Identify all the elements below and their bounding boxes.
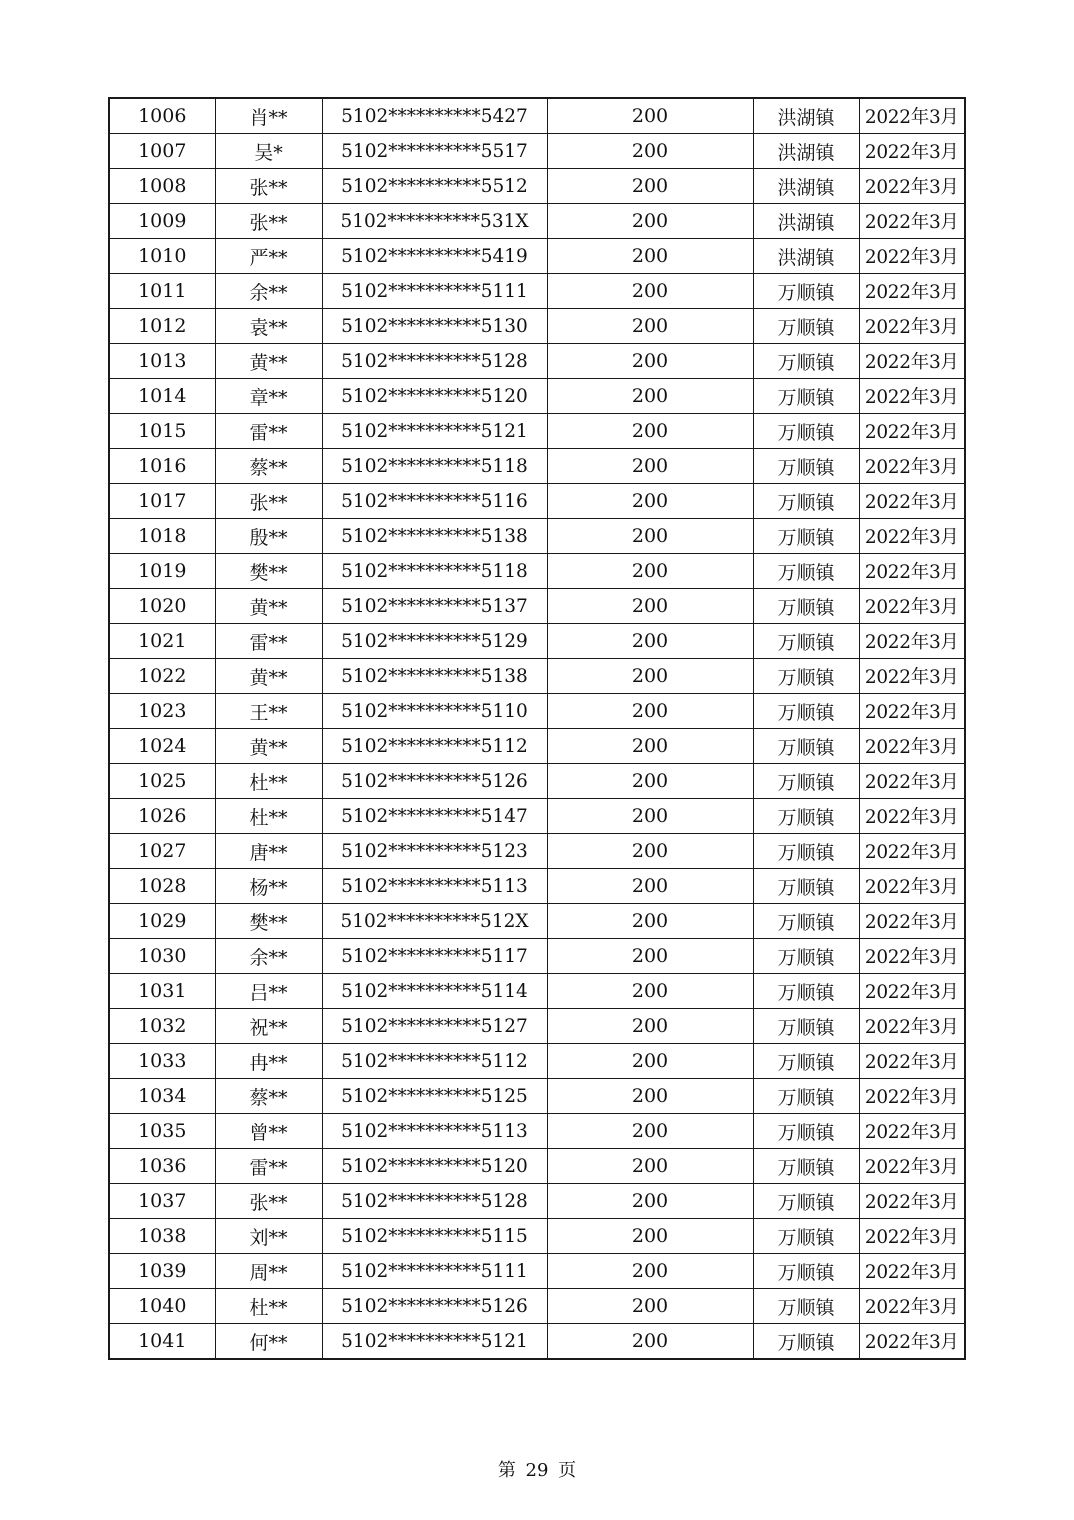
name-cell: 刘** (215, 1219, 322, 1254)
town-cell: 万顺镇 (753, 799, 859, 834)
serial-number-cell: 1027 (109, 834, 215, 869)
town-cell: 洪湖镇 (753, 169, 859, 204)
date-cell: 2022年3月 (859, 309, 965, 344)
id-number-cell: 5102**********5427 (322, 98, 547, 134)
serial-number-cell: 1013 (109, 344, 215, 379)
amount-cell: 200 (547, 134, 753, 169)
amount-cell: 200 (547, 729, 753, 764)
table-row (109, 344, 965, 379)
table-row (109, 1114, 965, 1149)
name-cell: 章** (215, 379, 322, 414)
table-row (109, 309, 965, 344)
amount-cell: 200 (547, 204, 753, 239)
table-row (109, 239, 965, 274)
town-cell: 洪湖镇 (753, 134, 859, 169)
id-number-cell: 5102**********5419 (322, 239, 547, 274)
serial-number-cell: 1019 (109, 554, 215, 589)
serial-number-cell: 1011 (109, 274, 215, 309)
serial-number-cell: 1041 (109, 1324, 215, 1360)
table-row (109, 274, 965, 309)
serial-number-cell: 1017 (109, 484, 215, 519)
town-cell: 万顺镇 (753, 694, 859, 729)
amount-cell: 200 (547, 694, 753, 729)
amount-cell: 200 (547, 554, 753, 589)
amount-cell: 200 (547, 1289, 753, 1324)
serial-number-cell: 1034 (109, 1079, 215, 1114)
date-cell: 2022年3月 (859, 344, 965, 379)
date-cell: 2022年3月 (859, 694, 965, 729)
serial-number-cell: 1008 (109, 169, 215, 204)
name-cell: 殷** (215, 519, 322, 554)
serial-number-cell: 1018 (109, 519, 215, 554)
table-row (109, 764, 965, 799)
table-row (109, 939, 965, 974)
amount-cell: 200 (547, 939, 753, 974)
serial-number-cell: 1040 (109, 1289, 215, 1324)
serial-number-cell: 1032 (109, 1009, 215, 1044)
town-cell: 万顺镇 (753, 449, 859, 484)
town-cell: 万顺镇 (753, 414, 859, 449)
town-cell: 洪湖镇 (753, 98, 859, 134)
amount-cell: 200 (547, 519, 753, 554)
amount-cell: 200 (547, 1324, 753, 1360)
name-cell: 杜** (215, 764, 322, 799)
date-cell: 2022年3月 (859, 98, 965, 134)
id-number-cell: 5102**********5111 (322, 1254, 547, 1289)
page-number: 第 29 页 (497, 1460, 577, 1481)
town-cell: 万顺镇 (753, 974, 859, 1009)
id-number-cell: 5102**********5118 (322, 554, 547, 589)
date-cell: 2022年3月 (859, 1289, 965, 1324)
amount-cell: 200 (547, 799, 753, 834)
town-cell: 万顺镇 (753, 1254, 859, 1289)
table-row (109, 869, 965, 904)
name-cell: 吴* (215, 134, 322, 169)
table-row (109, 379, 965, 414)
date-cell: 2022年3月 (859, 169, 965, 204)
id-number-cell: 5102**********5112 (322, 729, 547, 764)
date-cell: 2022年3月 (859, 239, 965, 274)
name-cell: 袁** (215, 309, 322, 344)
amount-cell: 200 (547, 379, 753, 414)
name-cell: 严** (215, 239, 322, 274)
id-number-cell: 5102**********5517 (322, 134, 547, 169)
town-cell: 万顺镇 (753, 834, 859, 869)
table-row (109, 1044, 965, 1079)
table-row (109, 729, 965, 764)
name-cell: 张** (215, 204, 322, 239)
amount-cell: 200 (547, 1079, 753, 1114)
name-cell: 杨** (215, 869, 322, 904)
id-number-cell: 5102**********5512 (322, 169, 547, 204)
date-cell: 2022年3月 (859, 1079, 965, 1114)
amount-cell: 200 (547, 1184, 753, 1219)
name-cell: 樊** (215, 904, 322, 939)
date-cell: 2022年3月 (859, 274, 965, 309)
amount-cell: 200 (547, 1114, 753, 1149)
recipient-table-body (109, 98, 965, 1359)
table-row (109, 169, 965, 204)
table-row (109, 414, 965, 449)
id-number-cell: 5102**********512X (322, 904, 547, 939)
date-cell: 2022年3月 (859, 1044, 965, 1079)
serial-number-cell: 1025 (109, 764, 215, 799)
id-number-cell: 5102**********5112 (322, 1044, 547, 1079)
table-row (109, 694, 965, 729)
table-row (109, 1219, 965, 1254)
id-number-cell: 5102**********5113 (322, 869, 547, 904)
name-cell: 唐** (215, 834, 322, 869)
table-row (109, 799, 965, 834)
town-cell: 万顺镇 (753, 624, 859, 659)
date-cell: 2022年3月 (859, 834, 965, 869)
date-cell: 2022年3月 (859, 869, 965, 904)
town-cell: 洪湖镇 (753, 239, 859, 274)
amount-cell: 200 (547, 764, 753, 799)
town-cell: 万顺镇 (753, 379, 859, 414)
serial-number-cell: 1007 (109, 134, 215, 169)
town-cell: 万顺镇 (753, 1324, 859, 1360)
town-cell: 万顺镇 (753, 589, 859, 624)
town-cell: 洪湖镇 (753, 204, 859, 239)
date-cell: 2022年3月 (859, 449, 965, 484)
date-cell: 2022年3月 (859, 799, 965, 834)
name-cell: 雷** (215, 624, 322, 659)
id-number-cell: 5102**********5110 (322, 694, 547, 729)
table-row (109, 904, 965, 939)
town-cell: 万顺镇 (753, 344, 859, 379)
serial-number-cell: 1020 (109, 589, 215, 624)
date-cell: 2022年3月 (859, 204, 965, 239)
table-row (109, 589, 965, 624)
amount-cell: 200 (547, 659, 753, 694)
id-number-cell: 5102**********5129 (322, 624, 547, 659)
town-cell: 万顺镇 (753, 764, 859, 799)
amount-cell: 200 (547, 1009, 753, 1044)
town-cell: 万顺镇 (753, 484, 859, 519)
id-number-cell: 5102**********5120 (322, 1149, 547, 1184)
amount-cell: 200 (547, 344, 753, 379)
town-cell: 万顺镇 (753, 1114, 859, 1149)
amount-cell: 200 (547, 169, 753, 204)
amount-cell: 200 (547, 904, 753, 939)
table-row (109, 1184, 965, 1219)
serial-number-cell: 1031 (109, 974, 215, 1009)
town-cell: 万顺镇 (753, 1184, 859, 1219)
town-cell: 万顺镇 (753, 519, 859, 554)
serial-number-cell: 1006 (109, 98, 215, 134)
id-number-cell: 5102**********5147 (322, 799, 547, 834)
amount-cell: 200 (547, 834, 753, 869)
date-cell: 2022年3月 (859, 554, 965, 589)
table-row (109, 974, 965, 1009)
date-cell: 2022年3月 (859, 379, 965, 414)
id-number-cell: 5102**********5126 (322, 1289, 547, 1324)
serial-number-cell: 1036 (109, 1149, 215, 1184)
amount-cell: 200 (547, 1044, 753, 1079)
town-cell: 万顺镇 (753, 274, 859, 309)
id-number-cell: 5102**********5138 (322, 659, 547, 694)
serial-number-cell: 1021 (109, 624, 215, 659)
date-cell: 2022年3月 (859, 974, 965, 1009)
table-row (109, 1149, 965, 1184)
town-cell: 万顺镇 (753, 659, 859, 694)
name-cell: 吕** (215, 974, 322, 1009)
id-number-cell: 5102**********5121 (322, 1324, 547, 1360)
serial-number-cell: 1028 (109, 869, 215, 904)
amount-cell: 200 (547, 484, 753, 519)
serial-number-cell: 1033 (109, 1044, 215, 1079)
name-cell: 余** (215, 274, 322, 309)
table-row (109, 624, 965, 659)
serial-number-cell: 1012 (109, 309, 215, 344)
serial-number-cell: 1026 (109, 799, 215, 834)
serial-number-cell: 1039 (109, 1254, 215, 1289)
id-number-cell: 5102**********5113 (322, 1114, 547, 1149)
id-number-cell: 5102**********531X (322, 204, 547, 239)
date-cell: 2022年3月 (859, 484, 965, 519)
amount-cell: 200 (547, 1219, 753, 1254)
serial-number-cell: 1010 (109, 239, 215, 274)
amount-cell: 200 (547, 239, 753, 274)
amount-cell: 200 (547, 1254, 753, 1289)
town-cell: 万顺镇 (753, 1219, 859, 1254)
id-number-cell: 5102**********5127 (322, 1009, 547, 1044)
name-cell: 何** (215, 1324, 322, 1360)
serial-number-cell: 1029 (109, 904, 215, 939)
town-cell: 万顺镇 (753, 1044, 859, 1079)
serial-number-cell: 1022 (109, 659, 215, 694)
serial-number-cell: 1037 (109, 1184, 215, 1219)
date-cell: 2022年3月 (859, 1219, 965, 1254)
serial-number-cell: 1015 (109, 414, 215, 449)
name-cell: 樊** (215, 554, 322, 589)
date-cell: 2022年3月 (859, 1324, 965, 1360)
name-cell: 雷** (215, 1149, 322, 1184)
date-cell: 2022年3月 (859, 904, 965, 939)
serial-number-cell: 1038 (109, 1219, 215, 1254)
town-cell: 万顺镇 (753, 904, 859, 939)
date-cell: 2022年3月 (859, 1114, 965, 1149)
id-number-cell: 5102**********5120 (322, 379, 547, 414)
table-row (109, 484, 965, 519)
date-cell: 2022年3月 (859, 414, 965, 449)
name-cell: 周** (215, 1254, 322, 1289)
amount-cell: 200 (547, 869, 753, 904)
amount-cell: 200 (547, 414, 753, 449)
name-cell: 黄** (215, 729, 322, 764)
table-row (109, 1009, 965, 1044)
name-cell: 祝** (215, 1009, 322, 1044)
town-cell: 万顺镇 (753, 554, 859, 589)
name-cell: 杜** (215, 799, 322, 834)
date-cell: 2022年3月 (859, 764, 965, 799)
table-row (109, 659, 965, 694)
serial-number-cell: 1014 (109, 379, 215, 414)
table-row (109, 1289, 965, 1324)
amount-cell: 200 (547, 309, 753, 344)
name-cell: 曾** (215, 1114, 322, 1149)
amount-cell: 200 (547, 1149, 753, 1184)
id-number-cell: 5102**********5121 (322, 414, 547, 449)
id-number-cell: 5102**********5130 (322, 309, 547, 344)
serial-number-cell: 1023 (109, 694, 215, 729)
name-cell: 王** (215, 694, 322, 729)
town-cell: 万顺镇 (753, 1079, 859, 1114)
date-cell: 2022年3月 (859, 729, 965, 764)
id-number-cell: 5102**********5114 (322, 974, 547, 1009)
date-cell: 2022年3月 (859, 1254, 965, 1289)
table-row (109, 834, 965, 869)
id-number-cell: 5102**********5128 (322, 344, 547, 379)
id-number-cell: 5102**********5118 (322, 449, 547, 484)
name-cell: 杜** (215, 1289, 322, 1324)
town-cell: 万顺镇 (753, 869, 859, 904)
table-row (109, 204, 965, 239)
date-cell: 2022年3月 (859, 519, 965, 554)
name-cell: 雷** (215, 414, 322, 449)
id-number-cell: 5102**********5138 (322, 519, 547, 554)
date-cell: 2022年3月 (859, 659, 965, 694)
id-number-cell: 5102**********5128 (322, 1184, 547, 1219)
town-cell: 万顺镇 (753, 729, 859, 764)
table-row (109, 519, 965, 554)
id-number-cell: 5102**********5111 (322, 274, 547, 309)
name-cell: 蔡** (215, 1079, 322, 1114)
id-number-cell: 5102**********5137 (322, 589, 547, 624)
date-cell: 2022年3月 (859, 589, 965, 624)
table-row (109, 1254, 965, 1289)
amount-cell: 200 (547, 589, 753, 624)
name-cell: 余** (215, 939, 322, 974)
name-cell: 冉** (215, 1044, 322, 1079)
name-cell: 黄** (215, 659, 322, 694)
id-number-cell: 5102**********5117 (322, 939, 547, 974)
table-row (109, 134, 965, 169)
name-cell: 张** (215, 484, 322, 519)
town-cell: 万顺镇 (753, 1289, 859, 1324)
date-cell: 2022年3月 (859, 134, 965, 169)
serial-number-cell: 1024 (109, 729, 215, 764)
date-cell: 2022年3月 (859, 624, 965, 659)
date-cell: 2022年3月 (859, 1009, 965, 1044)
town-cell: 万顺镇 (753, 1009, 859, 1044)
name-cell: 黄** (215, 344, 322, 379)
amount-cell: 200 (547, 98, 753, 134)
serial-number-cell: 1035 (109, 1114, 215, 1149)
amount-cell: 200 (547, 624, 753, 659)
date-cell: 2022年3月 (859, 1149, 965, 1184)
name-cell: 张** (215, 169, 322, 204)
serial-number-cell: 1030 (109, 939, 215, 974)
id-number-cell: 5102**********5125 (322, 1079, 547, 1114)
serial-number-cell: 1009 (109, 204, 215, 239)
table-row (109, 449, 965, 484)
date-cell: 2022年3月 (859, 1184, 965, 1219)
table-row (109, 1324, 965, 1360)
table-row (109, 554, 965, 589)
name-cell: 张** (215, 1184, 322, 1219)
name-cell: 蔡** (215, 449, 322, 484)
amount-cell: 200 (547, 974, 753, 1009)
recipient-table (108, 97, 966, 1360)
town-cell: 万顺镇 (753, 1149, 859, 1184)
name-cell: 肖** (215, 98, 322, 134)
serial-number-cell: 1016 (109, 449, 215, 484)
id-number-cell: 5102**********5123 (322, 834, 547, 869)
name-cell: 黄** (215, 589, 322, 624)
town-cell: 万顺镇 (753, 939, 859, 974)
id-number-cell: 5102**********5116 (322, 484, 547, 519)
id-number-cell: 5102**********5115 (322, 1219, 547, 1254)
amount-cell: 200 (547, 449, 753, 484)
amount-cell: 200 (547, 274, 753, 309)
table-row (109, 98, 965, 134)
town-cell: 万顺镇 (753, 309, 859, 344)
date-cell: 2022年3月 (859, 939, 965, 974)
id-number-cell: 5102**********5126 (322, 764, 547, 799)
table-row (109, 1079, 965, 1114)
